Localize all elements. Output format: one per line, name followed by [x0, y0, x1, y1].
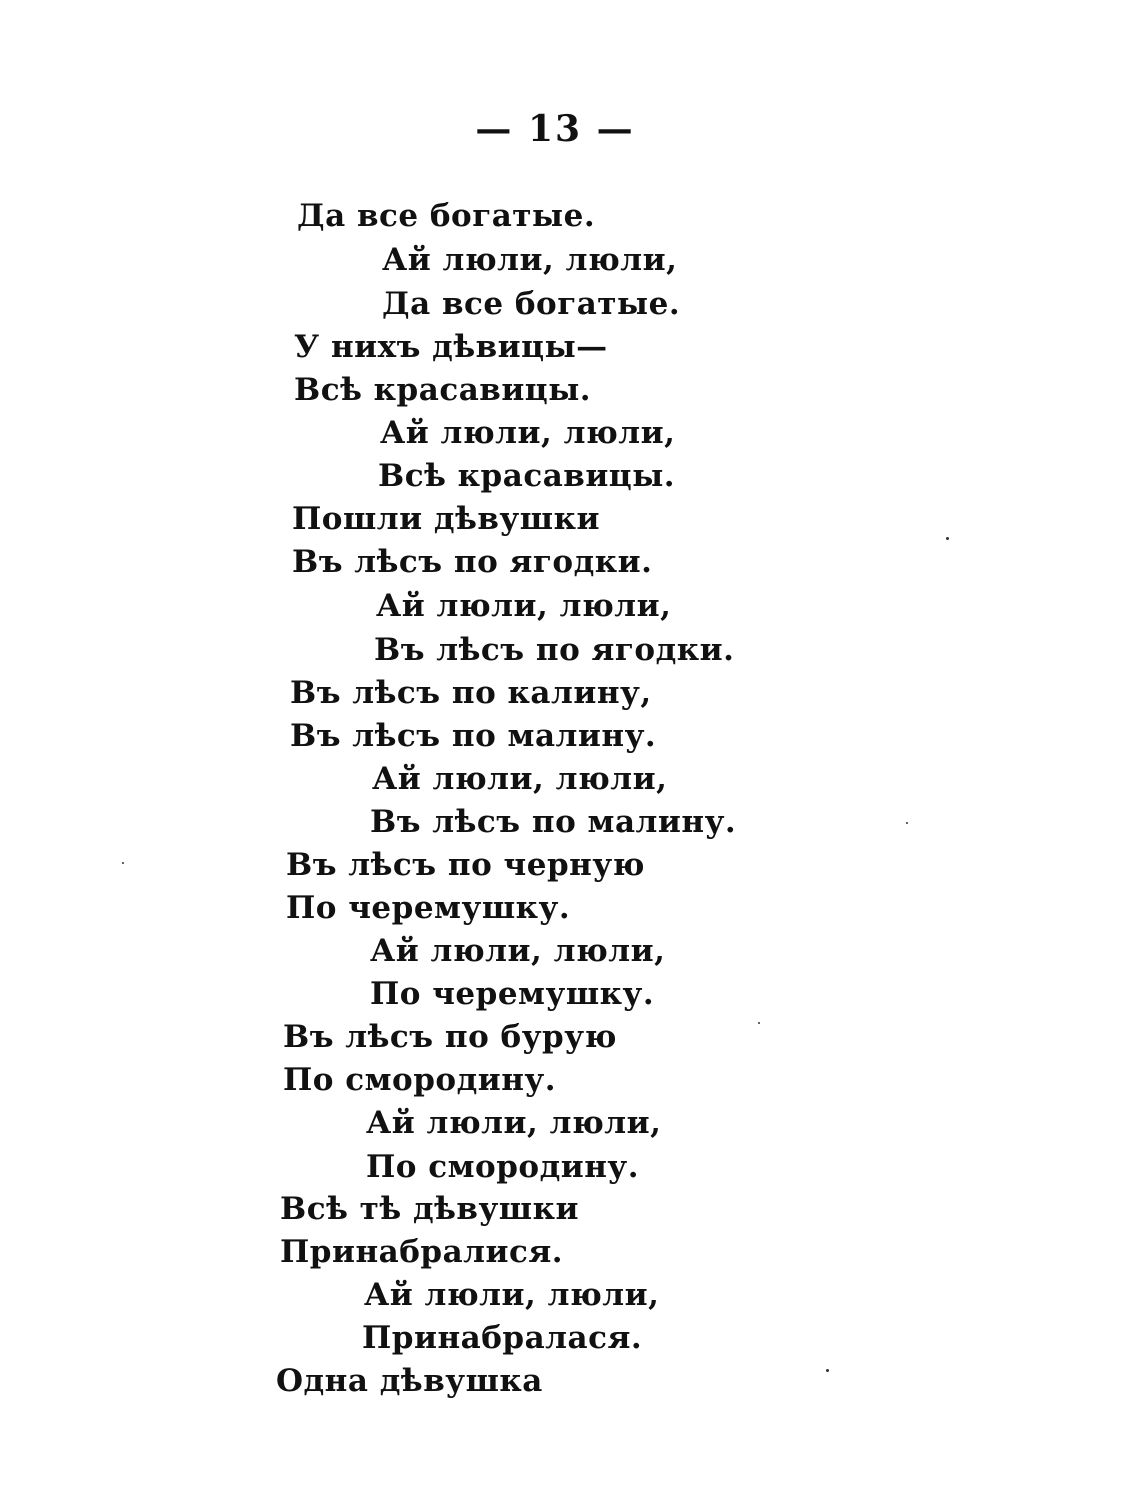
poem-line-refrain: Ай люли, люли,: [370, 933, 666, 969]
poem-line: Пошли дѣвушки: [292, 501, 600, 537]
poem-line-repeat: Въ лѣсъ по малину.: [370, 804, 737, 840]
scan-speck: [758, 1022, 760, 1024]
scan-speck: [906, 822, 908, 824]
poem-line: Въ лѣсъ по бурую: [283, 1019, 617, 1055]
poem-line: Принабралися.: [280, 1234, 564, 1270]
scan-speck: [946, 537, 949, 540]
poem-line-refrain: Ай люли, люли,: [366, 1105, 662, 1141]
poem-line: Въ лѣсъ по черную: [286, 847, 645, 883]
poem-line-refrain: Ай люли, люли,: [372, 761, 668, 797]
page-number: — 13 —: [475, 108, 635, 150]
poem-line: По черемушку.: [286, 890, 571, 926]
poem-line-refrain: Ай люли, люли,: [382, 242, 678, 278]
poem-line-repeat: Въ лѣсъ по ягодки.: [374, 632, 735, 668]
poem-line-repeat: Принабралася.: [362, 1320, 643, 1356]
poem-line-repeat: Да все богатые.: [382, 286, 681, 322]
poem-line: По смородину.: [283, 1062, 557, 1098]
poem-line-repeat: Всѣ красавицы.: [378, 458, 676, 494]
poem-line-repeat: По черемушку.: [370, 976, 655, 1012]
poem-line-refrain: Ай люли, люли,: [376, 588, 672, 624]
poem-line: У нихъ дѣвицы—: [294, 329, 608, 365]
poem-line: Всѣ красавицы.: [294, 372, 592, 408]
poem-line: Да все богатые.: [297, 198, 596, 234]
poem-line: Въ лѣсъ по калину,: [290, 675, 652, 711]
poem-line-repeat: По смородину.: [366, 1149, 640, 1185]
poem-line: Всѣ тѣ дѣвушки: [280, 1191, 580, 1227]
scan-speck: [826, 1369, 829, 1372]
poem-line: Въ лѣсъ по ягодки.: [292, 544, 653, 580]
poem-line-refrain: Ай люли, люли,: [380, 415, 676, 451]
poem-line: Одна дѣвушка: [276, 1363, 543, 1399]
poem-line: Въ лѣсъ по малину.: [290, 718, 657, 754]
poem-line-refrain: Ай люли, люли,: [364, 1277, 660, 1313]
scan-speck: [122, 862, 124, 864]
